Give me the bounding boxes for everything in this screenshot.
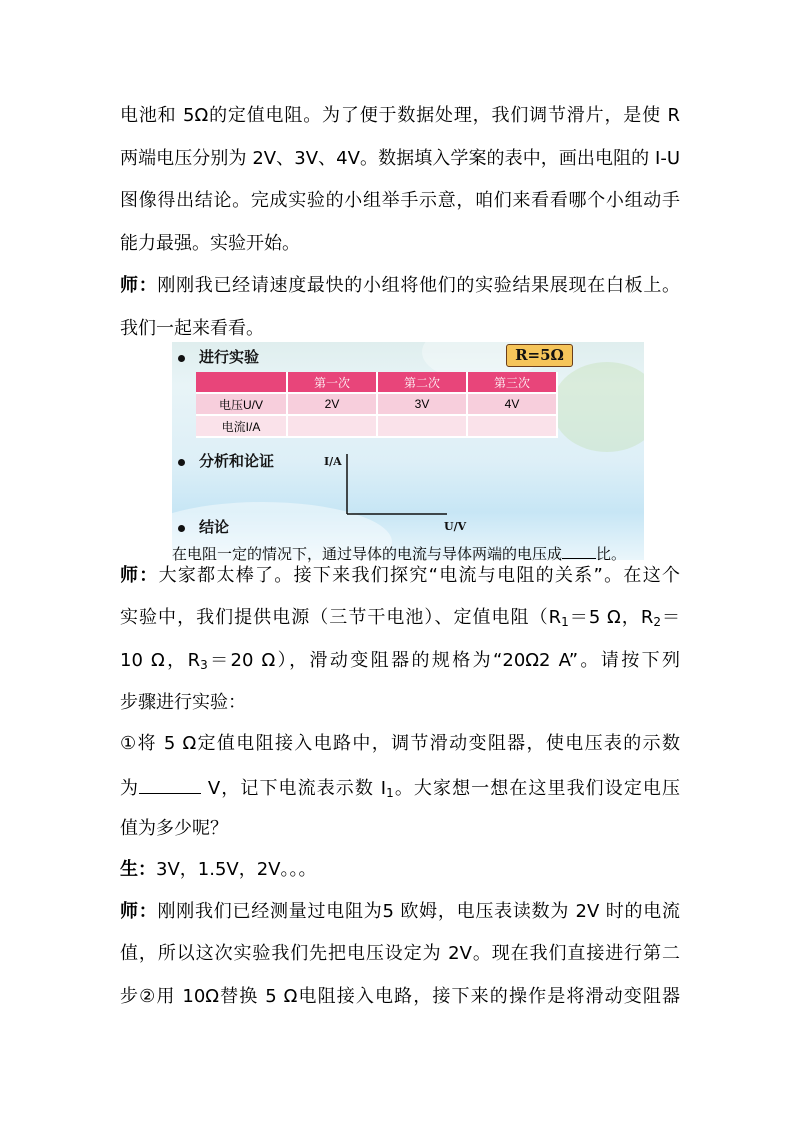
caption-text: 在电阻一定的情况下，通过导体的电流与导体两端的电压成 [172,545,563,563]
table-header-cell: 第三次 [467,372,557,393]
slide-caption [172,540,652,564]
text-span: ＝ [660,607,681,628]
text-line: 两端电压分别为 2V、3V、4V。数据填入学案的表中，画出电阻的 I-U [120,148,680,169]
table-header-cell: 第一次 [287,372,377,393]
bullet-text: 结论 [199,518,230,536]
table-cell: 电压U/V [196,393,287,415]
bullet-text: 分析和论证 [199,452,275,470]
text-span: 3V，1.5V，2V。。。 [156,859,317,880]
data-table [196,372,558,438]
bullet-dot [178,459,185,466]
bullet-dot [178,525,185,532]
x-axis-label: U/V [444,520,467,533]
subscript: 1 [386,786,394,800]
subscript: 2 [653,615,661,629]
text-span: ＝20 Ω），滑动变阻器的规格为“20Ω2 A”。请按下列 [207,650,680,671]
text-line [120,564,680,588]
bullet-text: 进行实验 [199,348,260,366]
text-span: 。大家想一想在这里我们设定电压 [393,778,681,799]
speaker-label: 师： [120,275,158,296]
text-span: 实验中，我们提供电源（三节干电池）、定值电阻（R [120,607,562,628]
text-span: 刚刚我已经请速度最快的小组将他们的实验结果展现在白板上。 [157,275,681,296]
text-line [120,775,680,801]
text-span: 大家都太棒了。接下来我们探究“电流与电阻的关系”。在这个 [158,565,680,586]
subscript: 3 [200,658,208,672]
text-span: 10 Ω，R [120,650,201,671]
speaker-label: 生： [120,859,156,880]
text-span: V，记下电流表示数 I [201,778,387,799]
decoration [552,362,644,452]
text-line: 图像得出结论。完成实验的小组举手示意，咱们来看看哪个小组动手 [120,190,680,211]
bullet-conclusion [178,516,229,537]
subscript: 1 [561,615,569,629]
text-line [120,900,680,924]
bullet-dot [178,355,185,362]
speaker-label: 师： [120,901,158,922]
table-header-row [196,372,557,393]
text-line: 我们一起来看看。 [120,318,264,339]
iu-axes [342,452,452,522]
fill-blank [139,775,201,794]
text-line [120,606,680,630]
bullet-analysis [178,450,274,471]
table-row [196,415,557,437]
table-cell: 电流I/A [196,415,287,437]
text-span: 刚刚我们已经测量过电阻为5 欧姆，电压表读数为 2V 时的电流 [157,901,680,922]
text-line: 值为多少呢？ [120,818,228,839]
text-line: ①将 5 Ω定值电阻接入电路中，调节滑动变阻器，使电压表的示数 [120,733,680,754]
table-cell: 4V [467,393,557,415]
caption-text: 比。 [596,545,627,563]
resistance-badge: R=5Ω [506,344,573,367]
table-cell: 2V [287,393,377,415]
text-span: ＝5 Ω，R [568,607,654,628]
text-line: 步骤进行实验： [120,692,246,713]
text-line [120,858,680,882]
table-header-cell: 第二次 [377,372,467,393]
table-cell [377,415,467,437]
table-row [196,393,557,415]
y-axis-label: I/A [324,455,342,468]
text-line [120,274,680,298]
table-cell [287,415,377,437]
fill-blank [562,540,596,559]
table-header-cell [196,372,287,393]
bullet-experiment [178,346,259,367]
speaker-label: 师： [120,565,159,586]
table-cell [467,415,557,437]
text-span: 为 [120,778,140,799]
text-line: 能力最强。实验开始。 [120,233,300,254]
text-line: 电池和 5Ω的定值电阻。为了便于数据处理，我们调节滑片，是使 R [120,105,680,126]
text-line: 步②用 10Ω替换 5 Ω电阻接入电路，接下来的操作是将滑动变阻器 [120,986,680,1007]
experiment-slide [172,342,644,560]
table-cell: 3V [377,393,467,415]
text-line [120,649,680,673]
text-line: 值，所以这次实验我们先把电压设定为 2V。现在我们直接进行第二 [120,943,680,964]
